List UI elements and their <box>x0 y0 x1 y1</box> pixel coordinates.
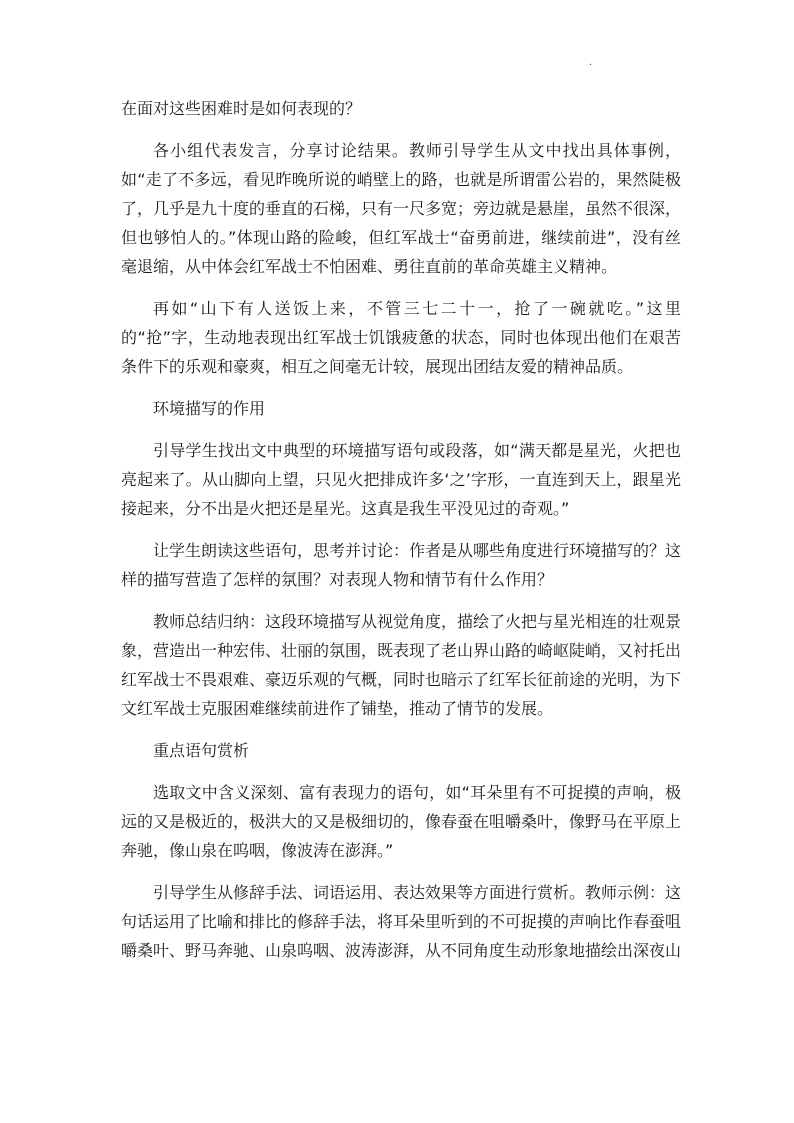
paragraph-environment-example: 引导学生找出文中典型的环境描写语句或段落，如“满天都是星光，火把也亮起来了。从山脚向上望，只见火把排成许多‘之’字形，一直连到天上，跟星光接起来，分不出是火把还是星光。这真是我生平没见过的奇观。” <box>121 441 681 518</box>
document-body <box>121 94 681 965</box>
paragraph-key-sentence-example: 选取文中含义深刻、富有表现力的语句，如“耳朵里有不可捉摸的声响，极远的又是极近的，极洪大的又是极细切的，像春蚕在咀嚼桑叶，像野马在平原上奔驰，像山泉在呜咽，像波涛在澎湃。” <box>121 783 682 860</box>
paragraph-group-discussion: 各小组代表发言，分享讨论结果。教师引导学生从文中找出具体事例，如“走了不多远，看见昨晚所说的峭壁上的路，也就是所谓雷公岩的，果然陡极了，几乎是九十度的垂直的石梯，只有一尺多宽；旁边就是悬崖，虽然不很深，但也够怕人的。”体现山路的险峻，但红军战士“奋勇前进，继续前进”，没有丝毫退缩，从中体会红军战士不怕困难、勇往直前的革命英雄主义精神。 <box>121 141 682 276</box>
paragraph-continuation: 在面对这些困难时是如何表现的？ <box>121 99 362 118</box>
paragraph-grab-word: 再如“山下有人送饭上来，不管三七二十一，抢了一碗就吃。”这里的“抢”字，生动地表现出红军战士饥饿疲惫的状态，同时也体现出他们在艰苦条件下的乐观和豪爽，相互之间毫无计较，展现出团结友爱的精神品质。 <box>121 299 681 376</box>
section-heading-key-sentences: 重点语句赏析 <box>153 741 250 760</box>
page-corner-mark: . <box>589 57 593 68</box>
section-heading-environment: 环境描写的作用 <box>153 399 266 418</box>
paragraph-teacher-summary: 教师总结归纳：这段环境描写从视觉角度，描绘了火把与星光相连的壮观景象，营造出一种宏伟、壮丽的氛围，既表现了老山界山路的崎岖陡峭，又衬托出红军战士不畏艰难、豪迈乐观的气概，同时也暗示了红军长征前途的光明，为下文红军战士克服困难继续前进作了铺垫，推动了情节的发展。 <box>121 612 682 718</box>
paragraph-rhetoric-analysis: 引导学生从修辞手法、词语运用、表达效果等方面进行赏析。教师示例：这句话运用了比喻和排比的修辞手法，将耳朵里听到的不可捉摸的声响比作春蚕咀嚼桑叶、野马奔驰、山泉呜咽、波涛澎湃，从不同角度生动形象地描绘出深夜山 <box>121 883 682 960</box>
paragraph-reading-discussion: 让学生朗读这些语句，思考并讨论：作者是从哪些角度进行环境描写的？这样的描写营造了怎样的氛围？对表现人物和情节有什么作用？ <box>121 541 682 589</box>
